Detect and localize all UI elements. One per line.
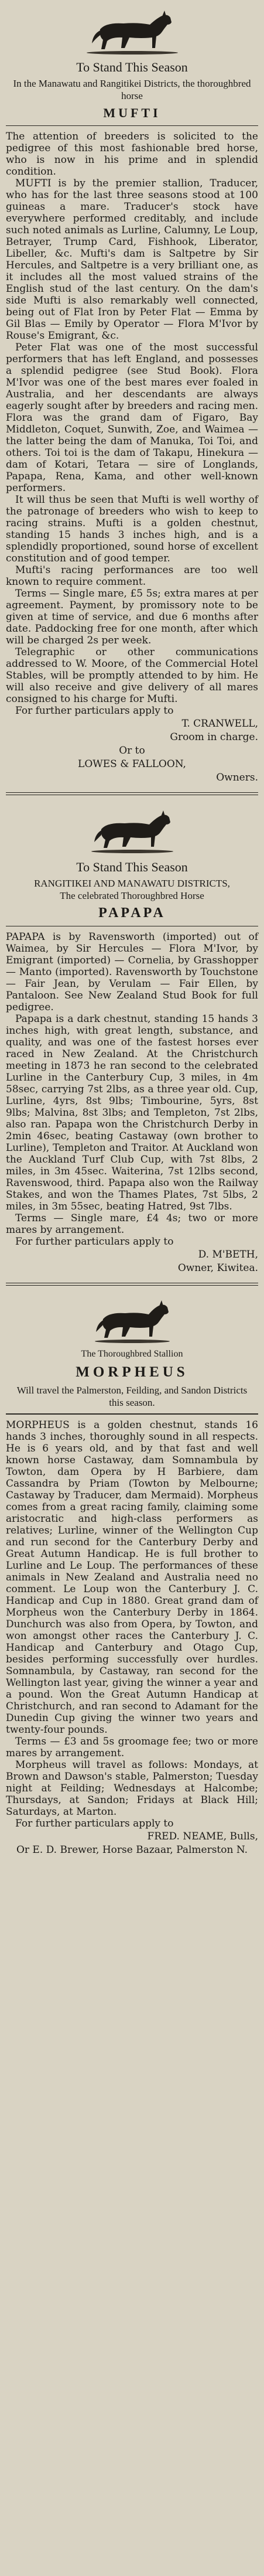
divider xyxy=(6,125,258,126)
ad-paragraph: For further particulars apply to xyxy=(15,705,174,717)
ad-paragraph: Mufti's racing performances are too well known to require comment. xyxy=(6,564,258,588)
ad-paragraph: The attention of breeders is solicited to the pedigree of this most fashionable bred horse, who is now in his prime and in splendid condition. xyxy=(6,131,258,178)
ad-paragraph: Morpheus will travel as follows: Mondays, at Brown and Dawson's stable, Palmerston; Tuesday night at Feilding; Wednesdays at Halcombe; Thursdays, at Sandon; Fridays at Black Hill; Saturdays, at Marton. xyxy=(6,1759,258,1818)
section-divider xyxy=(6,792,258,795)
ad-subheading: RANGITIKEI AND MANAWATU DISTRICTS, xyxy=(34,878,230,889)
ad-paragraph: Terms — Single mare, £4 4s; two or more mares by arrangement. xyxy=(6,1212,258,1236)
section-divider xyxy=(6,1283,258,1286)
horse-name-morpheus: MORPHEUS xyxy=(76,1364,188,1380)
ad-paragraph: Peter Flat was one of the most successful performers that has left England, and possesses a splendid pedigree (see Stud Book). Flora M'Ivor was one of the best mares ever foaled in Australia, and her descendants are always eagerly sought after by breeders and racing men. Flora was the grand dam of Figaro, Bay Middleton, Coquet, Sunwith, Zoe, and Waimea — the latter being the dam of Manuka, Toi Toi, and others. Toi toi is the dam of Takapu, Hinekura — dam of Kotari, Tetara — sire of Longlands, Papapa, Rena, Kama, and other well-known performers. xyxy=(6,342,258,494)
ad-paragraph: Telegraphic or other communications addressed to W. Moore, of the Commercial Hotel Stables, will be promptly attended to by him. He will also receive and give delivery of all mares consigned to his charge for Mufti. xyxy=(6,646,258,705)
ad-paragraph: Terms — Single mare, £5 5s; extra mares at per agreement. Payment, by promissory note to be given at time of service, and due 6 months after date. Paddocking free for one month, after which will be charged 2s per week. xyxy=(6,588,258,646)
ad-heading: To Stand This Season xyxy=(76,60,188,74)
ad-paragraph: MORPHEUS is a golden chestnut, stands 16 hands 3 inches, thoroughly sound in all respects. He is 6 years old, and by that fast and well known horse Castaway, dam Somnambula by Towton, dam Opera by H Barbiere, dam Cassandra by Priam (Towton by Melbourne; Castaway by Traducer, dam Mermaid). Morpheus comes from a great racing family, claiming some aristocratic and high-class performers as relatives; Lurline, winner of the Wellington Cup and run second for the Canterbury Derby and Great Autumn Handicap. He is full brother to Lurline and Le Loup. The performances of these animals in New Zealand and Australia need no comment. Le Loup won the Canterbury J. C. Handicap and Cup in 1880. Great grand dam of Morpheus won the Canterbury Derby in 1864. Dunchurch was also from Opera, by Towton, and won amongst other races the Canterbury J. C. Handicap and Canterbury and Otago Cup, besides performing successfully over hurdles. Somnambula, by Castaway, ran second for the Wellington last year, giving the winner a year and a pound. Won the Great Autumn Handicap at Christchurch, and ran second to Adamant for the Dunedin Cup giving the winner two years and twenty-four pounds. xyxy=(6,1419,258,1736)
horse-name-mufti: MUFTI xyxy=(103,105,161,120)
ad-heading: To Stand This Season xyxy=(76,860,188,874)
advertisement-morpheus xyxy=(6,1294,258,1856)
horse-illustration-icon xyxy=(6,4,258,56)
horse-illustration-icon xyxy=(6,1294,258,1347)
ad-paragraph: Papapa is a dark chestnut, standing 15 hands 3 inches high, with great length, substance, and quality, and was one of the fastest horses ever raced in New Zealand. At the Christchurch meeting in 1873 he ran second to the celebrated Lurline in the Canterbury Cup, 3 miles, in 4m 58sec, carrying 7st 2lbs, as a three year old. Cup, Lurline, 4yrs, 8st 9lbs; Timbourine, 5yrs, 8st 9lbs; Malvina, 8st 3lbs; and Templeton, 7st 2lbs, also ran. Papapa won the Christchurch Derby in 2min 46sec, beating Castaway (own brother to Lurline), Templeton and Traitor. At Auckland won the Auckland Turf Club Cup, with 7st 8lbs, 2 miles, in 3m 45sec. Waiterina, 7st 12lbs second, Ravenswood, third. Papapa also won the Railway Stakes, and won the Thames Plates, 7st 5lbs, 2 miles, in 3m 55sec, beating Hatred, 9st 7lbs. xyxy=(6,1013,258,1212)
advertisement-papapa xyxy=(6,803,258,1275)
owners-name: LOWES & FALLOON, xyxy=(78,758,186,770)
advertisement-mufti xyxy=(6,4,258,784)
ad-subheading: In the Manawatu and Rangitikei Districts, the thoroughbred horse xyxy=(13,78,251,101)
horse-name-papapa: PAPAPA xyxy=(98,905,166,921)
ad-paragraph: For further particulars apply to xyxy=(15,1818,174,1829)
ad-paragraph: For further particulars apply to xyxy=(15,1236,174,1248)
owner-name: D. M'BETH, xyxy=(198,1249,258,1260)
ad-paragraph: Terms — £3 and 5s groomage fee; two or more mares by arrangement. xyxy=(6,1736,258,1759)
ad-tagline: The celebrated Thoroughbred Horse xyxy=(60,890,204,901)
owners-title: Owners. xyxy=(216,772,258,783)
horse-illustration-icon xyxy=(6,803,258,856)
agent-line2: Or E. D. Brewer, Horse Bazaar, Palmerston N. xyxy=(16,1844,248,1856)
ad-paragraph: MUFTI is by the premier stallion, Traducer, who has for the last three seasons stood at 100 guineas a mare. Traducer's stock have everywhere performed creditably, and include such noted animals as Lurline, Calumny, Le Loup, Betrayer, Trump Card, Fishhook, Liberator, Libeller, &c. Mufti's dam is Saltpetre by Sir Hercules, and Saltpetre is a very brilliant one, as it includes all the most valued strains of the English stud of the last century. On the dam's side Mufti is also remarkably well connected, being out of Flat Iron by Peter Flat — Emma by Gil Blas — Emily by Operator — Flora M'Ivor by Rouse's Emigrant, &c. xyxy=(6,178,258,342)
ad-paragraph: It will thus be seen that Mufti is well worthy of the patronage of breeders who wish to keep to racing strains. Mufti is a golden chestnut, standing 15 hands 3 inches high, and is a splendidly proportioned, sound horse of excellent constitution and of good temper. xyxy=(6,494,258,564)
ad-caption: The Thoroughbred Stallion xyxy=(81,1349,183,1359)
owner-title: Owner, Kiwitea. xyxy=(177,1262,258,1274)
divider xyxy=(6,1413,258,1415)
groom-title: Groom in charge. xyxy=(170,731,258,743)
ad-subheading: Will travel the Palmerston, Feilding, and Sandon Districts this season. xyxy=(16,1385,248,1408)
agent-name: FRED. NEAME, Bulls, xyxy=(147,1831,258,1842)
groom-name: T. CRANWELL, xyxy=(181,718,258,730)
ad-paragraph: PAPAPA is by Ravensworth (imported) out of Waimea, by Sir Hercules — Flora M'Ivor, by Emigrant (imported) — Cornelia, by Grasshopper — Manto (imported). Ravensworth by Touchstone — Fair Jean, by Verulam — Fair Ellen, by Pantaloon. See New Zealand Stud Book for full pedigree. xyxy=(6,931,258,1013)
or-line: Or to xyxy=(119,745,145,757)
